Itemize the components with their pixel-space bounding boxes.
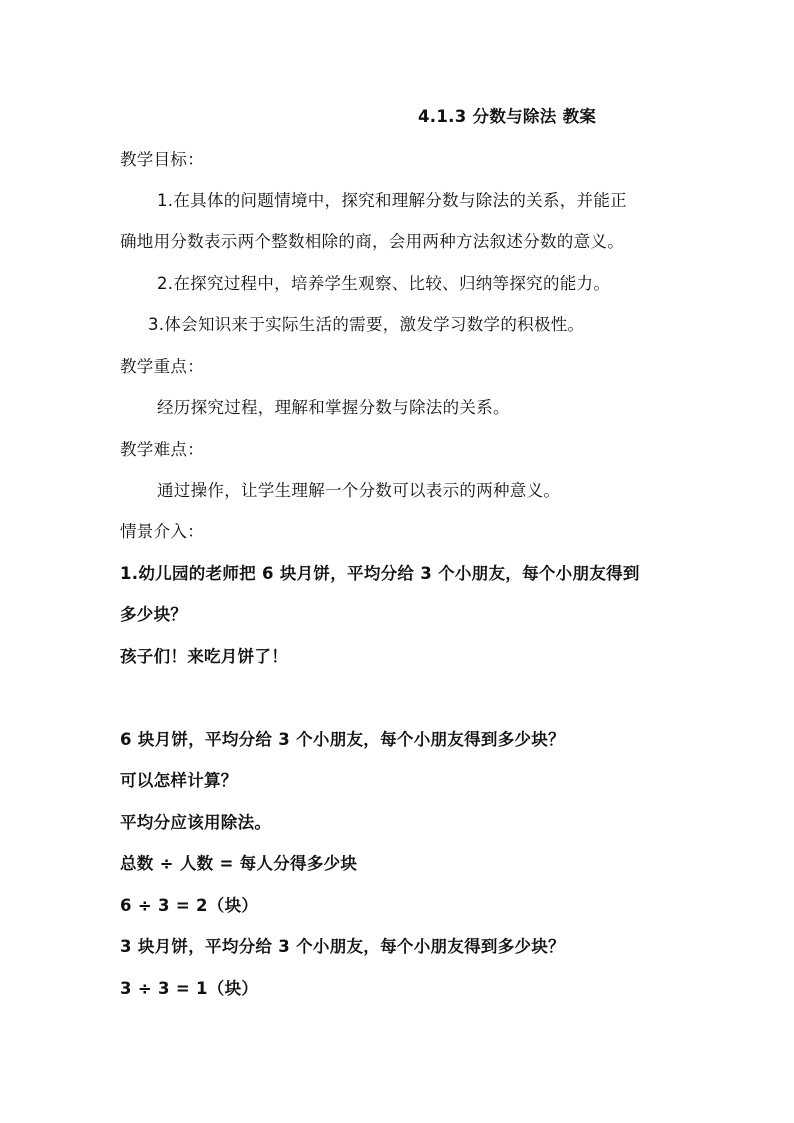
method-statement: 平均分应该用除法。 <box>120 813 272 832</box>
calculation-2: 3 ÷ 3 = 1（块） <box>120 979 259 998</box>
how-to-calculate: 可以怎样计算？ <box>120 771 238 790</box>
objective-1-line-2: 确地用分数表示两个整数相除的商，会用两种方法叙述分数的意义。 <box>120 232 624 251</box>
question-1-repeat: 6 块月饼，平均分给 3 个小朋友，每个小朋友得到多少块？ <box>120 730 565 749</box>
question-2: 3 块月饼，平均分给 3 个小朋友，每个小朋友得到多少块？ <box>120 937 565 956</box>
call-to-children: 孩子们！来吃月饼了！ <box>120 647 288 666</box>
calculation-1: 6 ÷ 3 = 2（块） <box>120 896 259 915</box>
objective-3: 3.体会知识来于实际生活的需要，激发学习数学的积极性。 <box>148 315 585 334</box>
intro-heading: 情景介入： <box>120 522 204 541</box>
objective-2: 2.在探究过程中，培养学生观察、比较、归纳等探究的能力。 <box>157 274 611 293</box>
division-formula: 总数 ÷ 人数 = 每人分得多少块 <box>120 854 358 873</box>
document-title: 4.1.3 分数与除法 教案 <box>418 107 597 126</box>
question-1-line-1: 1.幼儿园的老师把 6 块月饼，平均分给 3 个小朋友，每个小朋友得到 <box>120 564 640 583</box>
key-points-heading: 教学重点： <box>120 357 204 376</box>
question-1-line-2: 多少块？ <box>120 605 188 624</box>
difficulties-text: 通过操作，让学生理解一个分数可以表示的两种意义。 <box>157 481 561 500</box>
key-points-text: 经历探究过程，理解和掌握分数与除法的关系。 <box>157 398 510 417</box>
objective-1-line-1: 1.在具体的问题情境中，探究和理解分数与除法的关系，并能正 <box>157 191 627 210</box>
difficulties-heading: 教学难点： <box>120 440 204 459</box>
objectives-heading: 教学目标： <box>120 150 204 169</box>
